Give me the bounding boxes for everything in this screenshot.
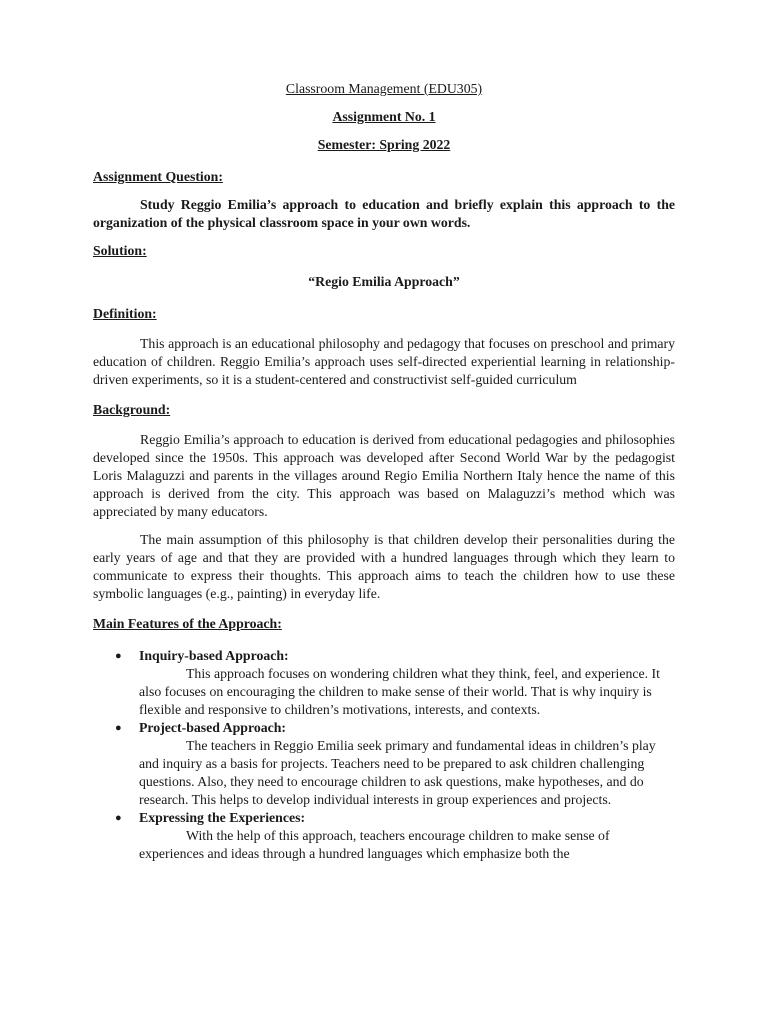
background-heading: Background: <box>93 402 171 417</box>
features-heading: Main Features of the Approach: <box>93 616 282 631</box>
list-item <box>93 647 675 719</box>
feature-title: Expressing the Experiences: <box>139 810 306 825</box>
definition-text: This approach is an educational philosophy and pedagogy that focuses on preschool and primary education of children. Reggio Emilia’s approach uses self-directed experiential learning in relationship-driven experiments, so it is a student-centered and constructivist self-guided curriculum <box>93 336 675 387</box>
bullet-icon: ● <box>115 650 122 662</box>
background-paragraph: Reggio Emilia’s approach to education is derived from educational pedagogies and philosophies developed since the 1950s. This approach was developed after Second World War by the pedagogist Loris Malaguzzi and parents in the villages around Regio Emilia Northern Italy hence the name of this approach is derived from the city. This approach was based on Malaguzzi’s method which was appreciated by many educators. <box>93 432 675 519</box>
feature-text: This approach focuses on wondering children what they think, feel, and experience. It also focuses on encouraging the children to make sense of their world. That is why inquiry is flexible and responsive to children’s motivations, interests, and contexts. <box>139 666 660 717</box>
document-page <box>93 80 675 863</box>
question-text: Study Reggio Emilia’s approach to education and briefly explain this approach to the organization of the physical classroom space in your own words. <box>93 197 675 230</box>
bullet-icon: ● <box>115 812 122 824</box>
course-title: Classroom Management (EDU305) <box>285 81 483 96</box>
feature-title: Inquiry-based Approach: <box>139 648 289 663</box>
question-heading: Assignment Question: <box>93 169 223 184</box>
feature-title: Project-based Approach: <box>139 720 287 735</box>
features-list <box>93 647 675 863</box>
feature-text: With the help of this approach, teachers encourage children to make sense of experiences and ideas through a hundred languages which emphasize both the <box>139 828 610 861</box>
assignment-number: Assignment No. 1 <box>332 109 436 124</box>
bullet-icon: ● <box>115 722 122 734</box>
list-item <box>93 719 675 809</box>
background-paragraph: The main assumption of this philosophy is that children develop their personalities during the early years of age and that they are provided with a hundred languages through which they learn to communicate to express their thoughts. This approach aims to teach the children how to use these symbolic languages (e.g., painting) in everyday life. <box>93 532 675 601</box>
feature-text: The teachers in Reggio Emilia seek primary and fundamental ideas in children’s play and inquiry as a basis for projects. Teachers need to be prepared to ask children challenging questions. Also, they need to encourage children to ask questions, make hypotheses, and do research. This helps to develop individual interests in group experiences and projects. <box>139 738 656 807</box>
list-item <box>93 809 675 863</box>
solution-heading: Solution: <box>93 243 147 258</box>
semester: Semester: Spring 2022 <box>317 137 451 152</box>
definition-heading: Definition: <box>93 306 157 321</box>
solution-title: “Regio Emilia Approach” <box>308 274 460 289</box>
